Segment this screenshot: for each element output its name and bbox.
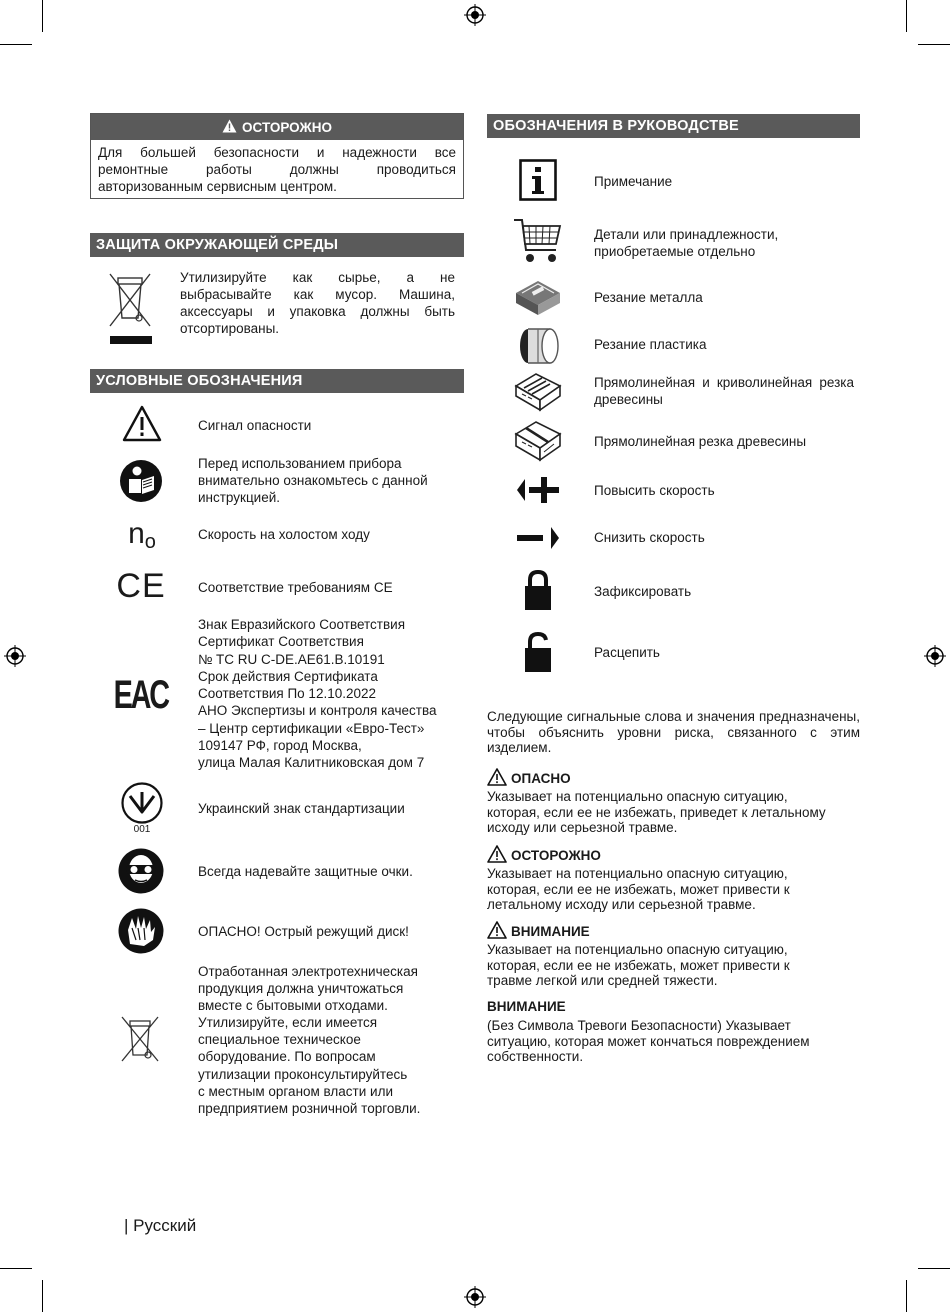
manual-symbol-text: Расцепить bbox=[594, 645, 660, 660]
manual-symbol-text: Резание металла bbox=[594, 290, 703, 305]
symbol-text: Всегда надевайте защитные очки. bbox=[198, 864, 413, 879]
manual-symbol-text: Детали или принадлежности, приобретаемые отдельно bbox=[594, 227, 779, 259]
registration-mark-icon bbox=[924, 645, 946, 667]
no-load-speed-icon bbox=[120, 516, 164, 552]
signal-title-danger: ОПАСНО bbox=[487, 768, 571, 789]
plastic-cutting-icon bbox=[516, 326, 560, 366]
manual-symbol-text: Резание пластика bbox=[594, 337, 707, 352]
speed-up-icon bbox=[514, 476, 562, 504]
lock-closed-icon bbox=[522, 568, 554, 612]
weee-bin-icon bbox=[116, 1014, 164, 1064]
manual-symbol-text: Снизить скорость bbox=[594, 530, 705, 545]
registration-mark-icon bbox=[464, 4, 486, 26]
weee-text bbox=[198, 963, 460, 1117]
signal-text-caution: Указывает на потенциально опасную ситуацию, которая, если ее не избежать, может привести к травме легкой или средней тяжести. bbox=[487, 942, 790, 988]
weee-line: утилизации проконсультируйтесь bbox=[198, 1066, 408, 1082]
page-footer bbox=[124, 1216, 196, 1236]
manual-symbol-text: Повысить скорость bbox=[594, 483, 715, 498]
no-load-speed-symbol: n bbox=[128, 517, 145, 550]
section-heading-environment: ЗАЩИТА ОКРУЖАЮЩЕЙ СРЕДЫ bbox=[90, 233, 464, 257]
symbol-text: Соответствие требованиям CE bbox=[198, 580, 393, 595]
crop-mark bbox=[918, 44, 950, 45]
ukraine-standard-code: 001 bbox=[133, 824, 151, 835]
warning-triangle-icon bbox=[120, 404, 164, 444]
symbol-text: Скорость на холостом ходу bbox=[198, 527, 370, 542]
warning-triangle-icon bbox=[222, 119, 237, 136]
wood-straight-cut-icon bbox=[514, 420, 562, 462]
weee-line: продукция должна уничтожаться bbox=[198, 981, 404, 997]
speed-down-icon bbox=[514, 524, 562, 552]
shopping-cart-icon bbox=[512, 216, 564, 266]
manual-symbol-text: Прямолинейная и криволинейная резка древесины bbox=[594, 375, 854, 407]
section-heading-manual-symbols: ОБОЗНАЧЕНИЯ В РУКОВОДСТВЕ bbox=[487, 114, 860, 138]
caution-box bbox=[90, 113, 464, 199]
eac-line: АНО Экспертизы и контроля качества bbox=[198, 703, 437, 719]
info-note-icon bbox=[518, 158, 558, 202]
signal-text-danger: Указывает на потенциально опасную ситуацию, которая, если ее не избежать, приведет к летальному исходу или серьезной травме. bbox=[487, 789, 826, 835]
eac-mark-icon bbox=[113, 672, 169, 718]
crop-mark bbox=[906, 0, 907, 32]
crop-mark bbox=[918, 1268, 950, 1269]
eac-line: Сертификат Соответствия bbox=[198, 634, 364, 650]
symbol-text: Сигнал опасности bbox=[198, 418, 312, 433]
warning-triangle-icon bbox=[487, 921, 507, 942]
symbol-text: Украинский знак стандартизации bbox=[198, 801, 405, 816]
footer-language: Русский bbox=[133, 1216, 197, 1235]
symbol-text: ОПАСНО! Острый режущий диск! bbox=[198, 924, 409, 939]
eac-line: – Центр сертификации «Евро-Тест» bbox=[198, 720, 425, 736]
sharp-blade-hand-icon bbox=[118, 908, 164, 954]
signal-title-caution: ВНИМАНИЕ bbox=[487, 921, 590, 942]
wood-curve-cut-icon bbox=[514, 372, 562, 412]
weee-line: Отработанная электротехническая bbox=[198, 964, 418, 979]
weee-line: Утилизируйте, если имеется bbox=[198, 1015, 378, 1031]
weee-line: с местным органом власти или bbox=[198, 1083, 393, 1099]
signal-text-notice: (Без Символа Тревоги Безопасности) Указывает ситуацию, которая может кончаться повреждением собственности. bbox=[487, 1018, 810, 1064]
crop-mark bbox=[0, 44, 32, 45]
symbol-text: Перед использованием прибора внимательно ознакомьтесь с данной инструкцией. bbox=[198, 456, 428, 505]
read-manual-icon bbox=[118, 458, 164, 504]
metal-cutting-icon bbox=[514, 278, 562, 318]
eac-line: Знак Евразийского Соответствия bbox=[198, 617, 406, 632]
caution-text: Для большей безопасности и надежности все ремонтные работы должны проводиться авторизованным сервисным центром. bbox=[98, 145, 456, 194]
eac-line: Соответствия По 12.10.2022 bbox=[198, 686, 376, 702]
eac-line: 109147 РФ, город Москва, bbox=[198, 738, 362, 754]
registration-mark-icon bbox=[4, 645, 26, 667]
crop-mark bbox=[906, 1280, 907, 1312]
signal-text-warning: Указывает на потенциально опасную ситуацию, которая, если ее не избежать, может привести к летальному исходу или серьезной травме. bbox=[487, 866, 790, 912]
no-load-speed-subscript: o bbox=[144, 531, 156, 553]
crop-mark bbox=[42, 0, 43, 32]
eac-line: улица Малая Калитниковская дом 7 bbox=[198, 755, 425, 771]
registration-mark-icon bbox=[464, 1286, 486, 1308]
crossed-bin-icon bbox=[104, 268, 156, 348]
section-heading-symbols: УСЛОВНЫЕ ОБОЗНАЧЕНИЯ bbox=[90, 369, 464, 393]
eac-mark-symbol: EAC bbox=[113, 673, 169, 717]
crop-mark bbox=[0, 1268, 32, 1269]
crop-mark bbox=[42, 1280, 43, 1312]
ce-mark-icon bbox=[118, 568, 164, 604]
manual-symbol-text: Примечание bbox=[594, 174, 673, 189]
signal-title-warning: ОСТОРОЖНО bbox=[487, 845, 601, 866]
warning-triangle-icon bbox=[487, 768, 507, 789]
caution-title: ОСТОРОЖНО bbox=[242, 119, 332, 135]
eac-line: № TC RU C-DE.AE61.B.10191 bbox=[198, 651, 385, 667]
caution-box-header bbox=[91, 114, 463, 140]
safety-goggles-icon bbox=[118, 848, 164, 894]
footer-separator: | bbox=[124, 1216, 129, 1235]
weee-line: предприятием розничной торговли. bbox=[198, 1100, 421, 1116]
weee-line: вместе с бытовыми отходами. bbox=[198, 998, 388, 1014]
signal-title-notice: ВНИМАНИЕ bbox=[487, 999, 566, 1014]
weee-line: специальное техническое bbox=[198, 1032, 361, 1048]
eac-line: Срок действия Сертификата bbox=[198, 668, 378, 684]
ce-mark-symbol: CE bbox=[116, 567, 166, 605]
manual-symbol-text: Прямолинейная резка древесины bbox=[594, 434, 807, 449]
ukraine-standard-icon bbox=[120, 780, 164, 838]
warning-triangle-icon bbox=[487, 845, 507, 866]
eac-text bbox=[198, 616, 460, 772]
lock-open-icon bbox=[522, 630, 554, 674]
signal-words-intro: Следующие сигнальные слова и значения предназначены, чтобы объяснить уровни риска, связанного с этим изделием. bbox=[487, 709, 860, 755]
manual-symbol-text: Зафиксировать bbox=[594, 584, 692, 599]
weee-line: оборудование. По вопросам bbox=[198, 1049, 376, 1065]
environment-text: Утилизируйте как сырье, а не выбрасывайте как мусор. Машина, аксессуары и упаковка должны быть отсортированы. bbox=[180, 270, 455, 336]
